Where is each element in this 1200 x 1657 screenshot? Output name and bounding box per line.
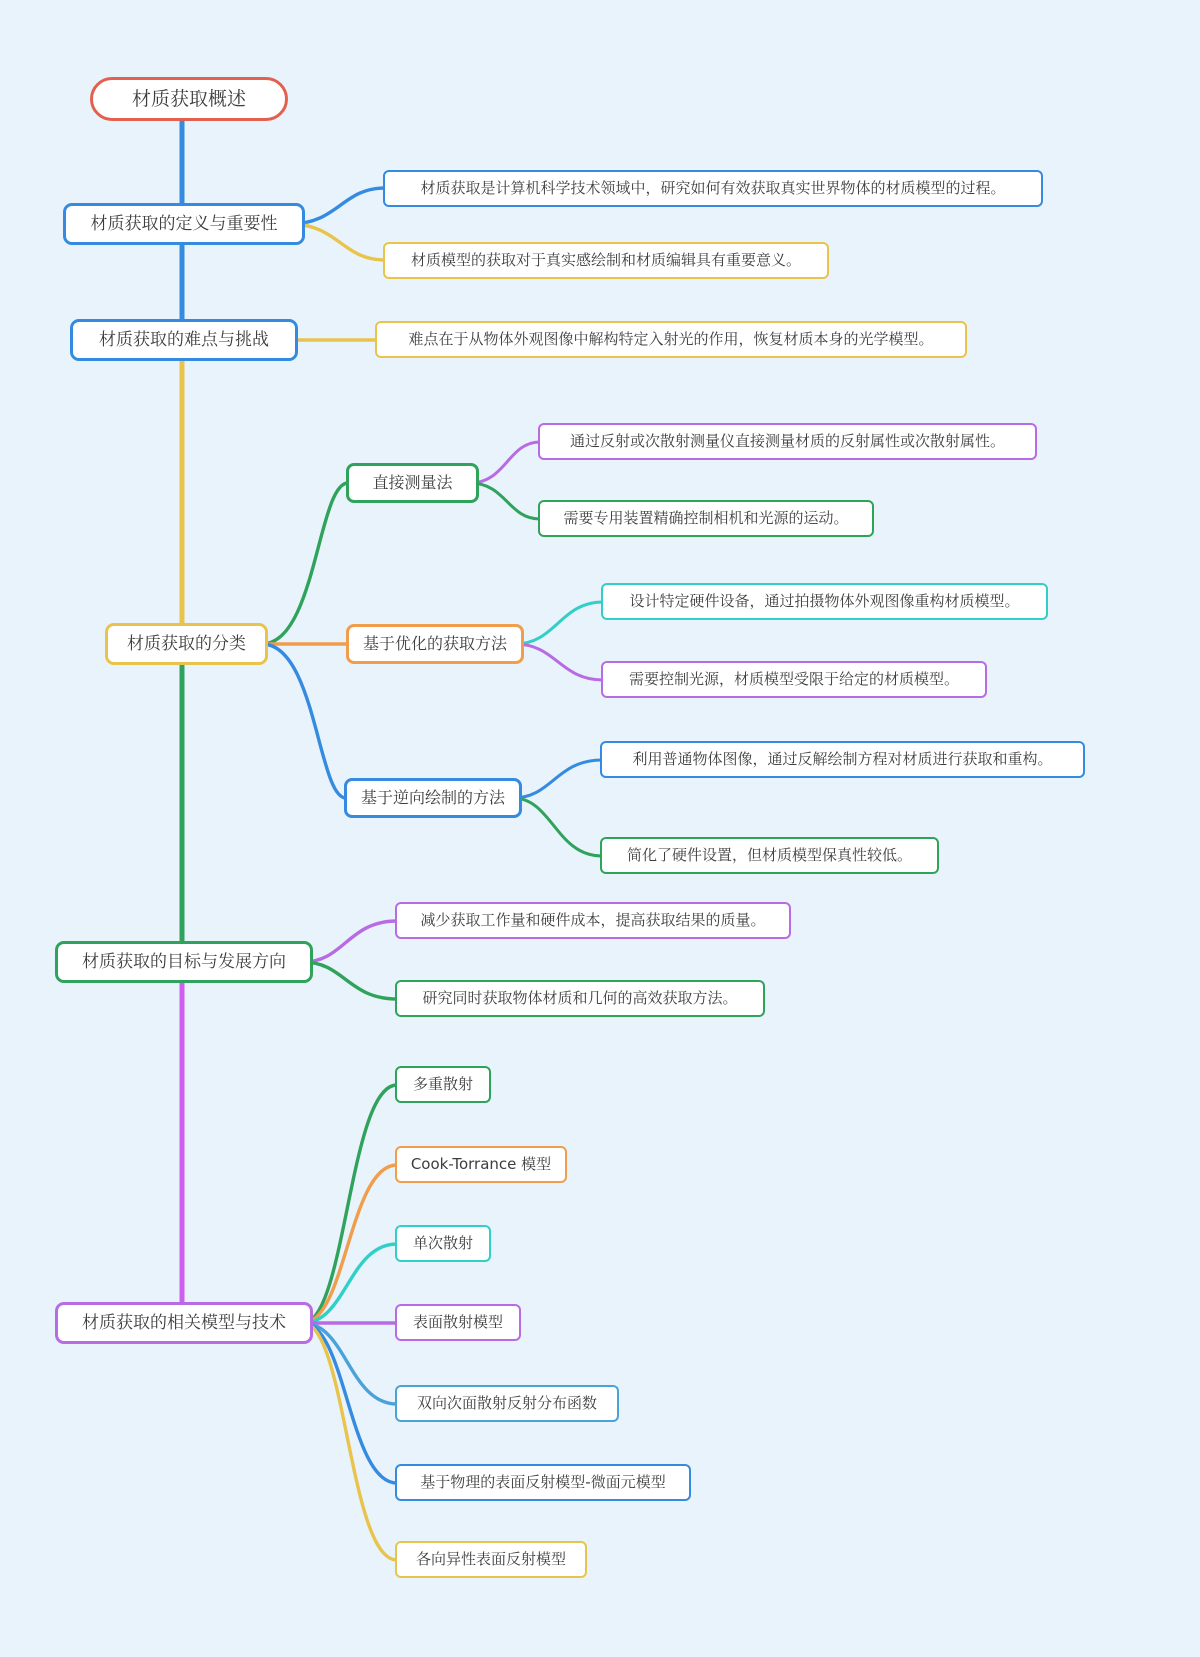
connector-opt-limit xyxy=(515,644,603,680)
leaf-multiple-scattering[interactable]: 多重散射 xyxy=(395,1066,491,1103)
leaf-difficulties-text[interactable]: 难点在于从物体外观图像中解构特定入射光的作用，恢复材质本身的光学模型。 xyxy=(375,321,967,358)
leaf-direct-measure-desc[interactable]: 通过反射或次散射测量仪直接测量材质的反射属性或次散射属性。 xyxy=(538,423,1037,460)
connector-class-inverse xyxy=(262,644,346,798)
leaf-anisotropic-model[interactable]: 各向异性表面反射模型 xyxy=(395,1541,587,1578)
leaf-cook-torrance[interactable]: Cook-Torrance 模型 xyxy=(395,1146,567,1183)
leaf-goals-reduce-cost[interactable]: 减少获取工作量和硬件成本，提高获取结果的质量。 xyxy=(395,902,791,939)
branch-difficulties[interactable]: 材质获取的难点与挑战 xyxy=(70,319,298,361)
sub-direct-measurement[interactable]: 直接测量法 xyxy=(346,463,479,503)
leaf-inverse-images[interactable]: 利用普通物体图像，通过反解绘制方程对材质进行获取和重构。 xyxy=(600,741,1085,778)
sub-inverse-rendering[interactable]: 基于逆向绘制的方法 xyxy=(344,778,522,818)
leaf-optimization-limit[interactable]: 需要控制光源，材质模型受限于给定的材质模型。 xyxy=(601,661,987,698)
connector-goals-reduce xyxy=(303,921,397,962)
leaf-surface-scattering-model[interactable]: 表面散射模型 xyxy=(395,1304,521,1341)
connector-inverse-simplified xyxy=(513,798,602,856)
connector-opt-hardware xyxy=(515,602,603,644)
connector-goals-joint xyxy=(303,962,397,999)
leaf-single-scattering[interactable]: 单次散射 xyxy=(395,1225,491,1262)
leaf-goals-joint-capture[interactable]: 研究同时获取物体材质和几何的高效获取方法。 xyxy=(395,980,765,1017)
connector-direct-desc xyxy=(470,442,540,483)
sub-optimization-method[interactable]: 基于优化的获取方法 xyxy=(346,624,524,664)
connector-anisotropic xyxy=(303,1323,397,1560)
leaf-definition-text[interactable]: 材质获取是计算机科学技术领域中，研究如何有效获取真实世界物体的材质模型的过程。 xyxy=(383,170,1043,207)
branch-goals-direction[interactable]: 材质获取的目标与发展方向 xyxy=(55,941,313,983)
connector-inverse-images xyxy=(513,760,602,798)
leaf-importance-text[interactable]: 材质模型的获取对于真实感绘制和材质编辑具有重要意义。 xyxy=(383,242,829,279)
branch-models-techniques[interactable]: 材质获取的相关模型与技术 xyxy=(55,1302,313,1344)
connector-direct-device xyxy=(470,483,540,519)
leaf-bssrdf[interactable]: 双向次面散射反射分布函数 xyxy=(395,1385,619,1422)
leaf-inverse-simplified[interactable]: 简化了硬件设置，但材质模型保真性较低。 xyxy=(600,837,939,874)
branch-definition-importance[interactable]: 材质获取的定义与重要性 xyxy=(63,203,305,245)
connector-class-direct xyxy=(262,483,348,644)
branch-classification[interactable]: 材质获取的分类 xyxy=(105,623,268,665)
leaf-optimization-hardware[interactable]: 设计特定硬件设备，通过拍摄物体外观图像重构材质模型。 xyxy=(601,583,1048,620)
leaf-microfacet-model[interactable]: 基于物理的表面反射模型-微面元模型 xyxy=(395,1464,691,1501)
root-node[interactable]: 材质获取概述 xyxy=(90,77,288,121)
connector-multiple-scattering xyxy=(303,1085,397,1323)
leaf-direct-measure-device[interactable]: 需要专用装置精确控制相机和光源的运动。 xyxy=(538,500,874,537)
